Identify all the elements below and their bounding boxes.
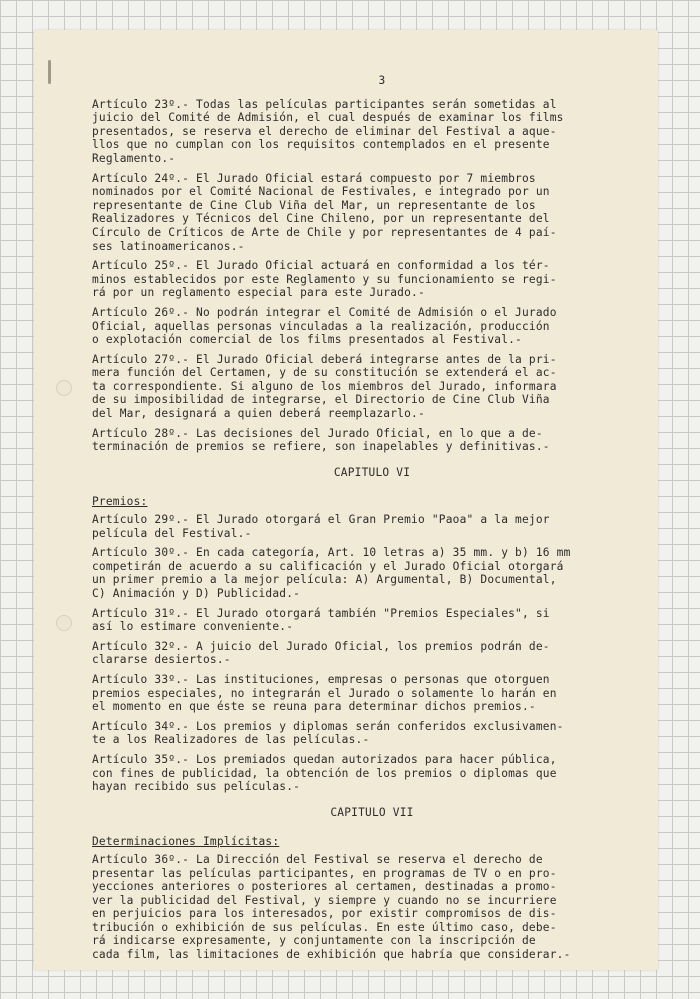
ink-mark <box>48 60 51 84</box>
punch-hole-top <box>56 380 72 396</box>
article-26: Artículo 26º.- No podrán integrar el Comité de Admisión o el Jurado Oficial, aquellas personas vinculadas a la realización, producción o explotación comercial de los films presentados al Festival.- <box>92 305 557 347</box>
article-36: Artículo 36º.- La Dirección del Festival se reserva el derecho de presentar las películas participantes, en programas de TV o en pro- yecciones anteriores o posteriores al certamen, destinadas a promo- ver la publicidad del Festival, y siempre y cuando no se incurriere en perjuicios para los interesados, por existir compromisos de dis- tribución o exhibición de sus películas. En este último caso, debe- rá indicarse expresamente, y conjuntamente con la inscripción de cada film, las limitaciones de exhibición que habría que considerar.- <box>92 852 571 962</box>
article-28: Artículo 28º.- Las decisiones del Jurado Oficial, en lo que a de- terminación de premios se refiere, son inapelables y definitivas.- <box>92 426 550 454</box>
article-35: Artículo 35º.- Los premiados quedan autorizados para hacer pública, con fines de publicidad, la obtención de los premios o diplomas que hayan recibido sus películas.- <box>92 752 557 794</box>
article-23: Artículo 23º.- Todas las películas participantes serán sometidas al juicio del Comité de Admisión, el cual después de examinar los films presentados, se reserva el derecho de eliminar del Festival a aque- llos que no cumplan con los requisitos contemplados en el presente Reglamento.- <box>92 97 564 165</box>
article-24: Artículo 24º.- El Jurado Oficial estará compuesto por 7 miembros nominados por el Comité Nacional de Festivales, e integrado por un representante de Cine Club Viña del Mar, un representante de los Realizadores y Técnicos del Cine Chileno, por un representante del Círculo de Críticos de Arte de Chile y por representantes de 4 paí- ses latinoamericanos.- <box>92 171 557 253</box>
article-32: Artículo 32º.- A juicio del Jurado Oficial, los premios podrán de- clararse desiertos.- <box>92 639 550 667</box>
section-heading-premios: Premios: <box>92 495 148 509</box>
article-31: Artículo 31º.- El Jurado otorgará también "Premios Especiales", si así lo estimare conveniente.- <box>92 606 550 634</box>
punch-hole-bottom <box>56 615 72 631</box>
section-heading-determinaciones: Determinaciones Implícitas: <box>92 835 280 849</box>
chapter-heading-vi: CAPITULO VI <box>333 465 411 479</box>
article-25: Artículo 25º.- El Jurado Oficial actuará en conformidad a los tér- minos establecidos por este Reglamento y su funcionamiento se regi- rá por un reglamento especial para este Jurado.- <box>92 259 557 300</box>
document-page <box>34 30 658 970</box>
article-27: Artículo 27º.- El Jurado Oficial deberá integrarse antes de la pri- mera función del Certamen, y de su constitución se extenderá el ac- ta correspondiente. Si alguno de los miembros del Jurado, informara de su imposibilidad de integrarse, el Directorio de Cine Club Viña del Mar, designará a quien deberá reemplazarlo.- <box>92 352 557 421</box>
document-body <box>92 74 652 968</box>
article-29: Artículo 29º.- El Jurado otorgará el Gran Premio "Paoa" a la mejor película del Festival.- <box>92 513 550 540</box>
article-33: Artículo 33º.- Las instituciones, empresas o personas que otorguen premios especiales, no integrarán el Jurado o solamente lo harán en el momento en que éste se reuna para determinar dichos premios.- <box>92 672 557 714</box>
article-30: Artículo 30º.- En cada categoría, Art. 10 letras a) 35 mm. y b) 16 mm competirán de acuerdo a su calificación y el Jurado Oficial otorgará un primer premio a la mejor película: A) Argumental, B) Documental, C) Animación y D) Publicidad.- <box>92 546 571 600</box>
article-34: Artículo 34º.- Los premios y diplomas serán conferidos exclusivamen- te a los Realizadores de las películas.- <box>92 719 564 747</box>
chapter-heading-vii: CAPITULO VII <box>330 805 414 819</box>
page-number: 3 <box>378 74 386 87</box>
